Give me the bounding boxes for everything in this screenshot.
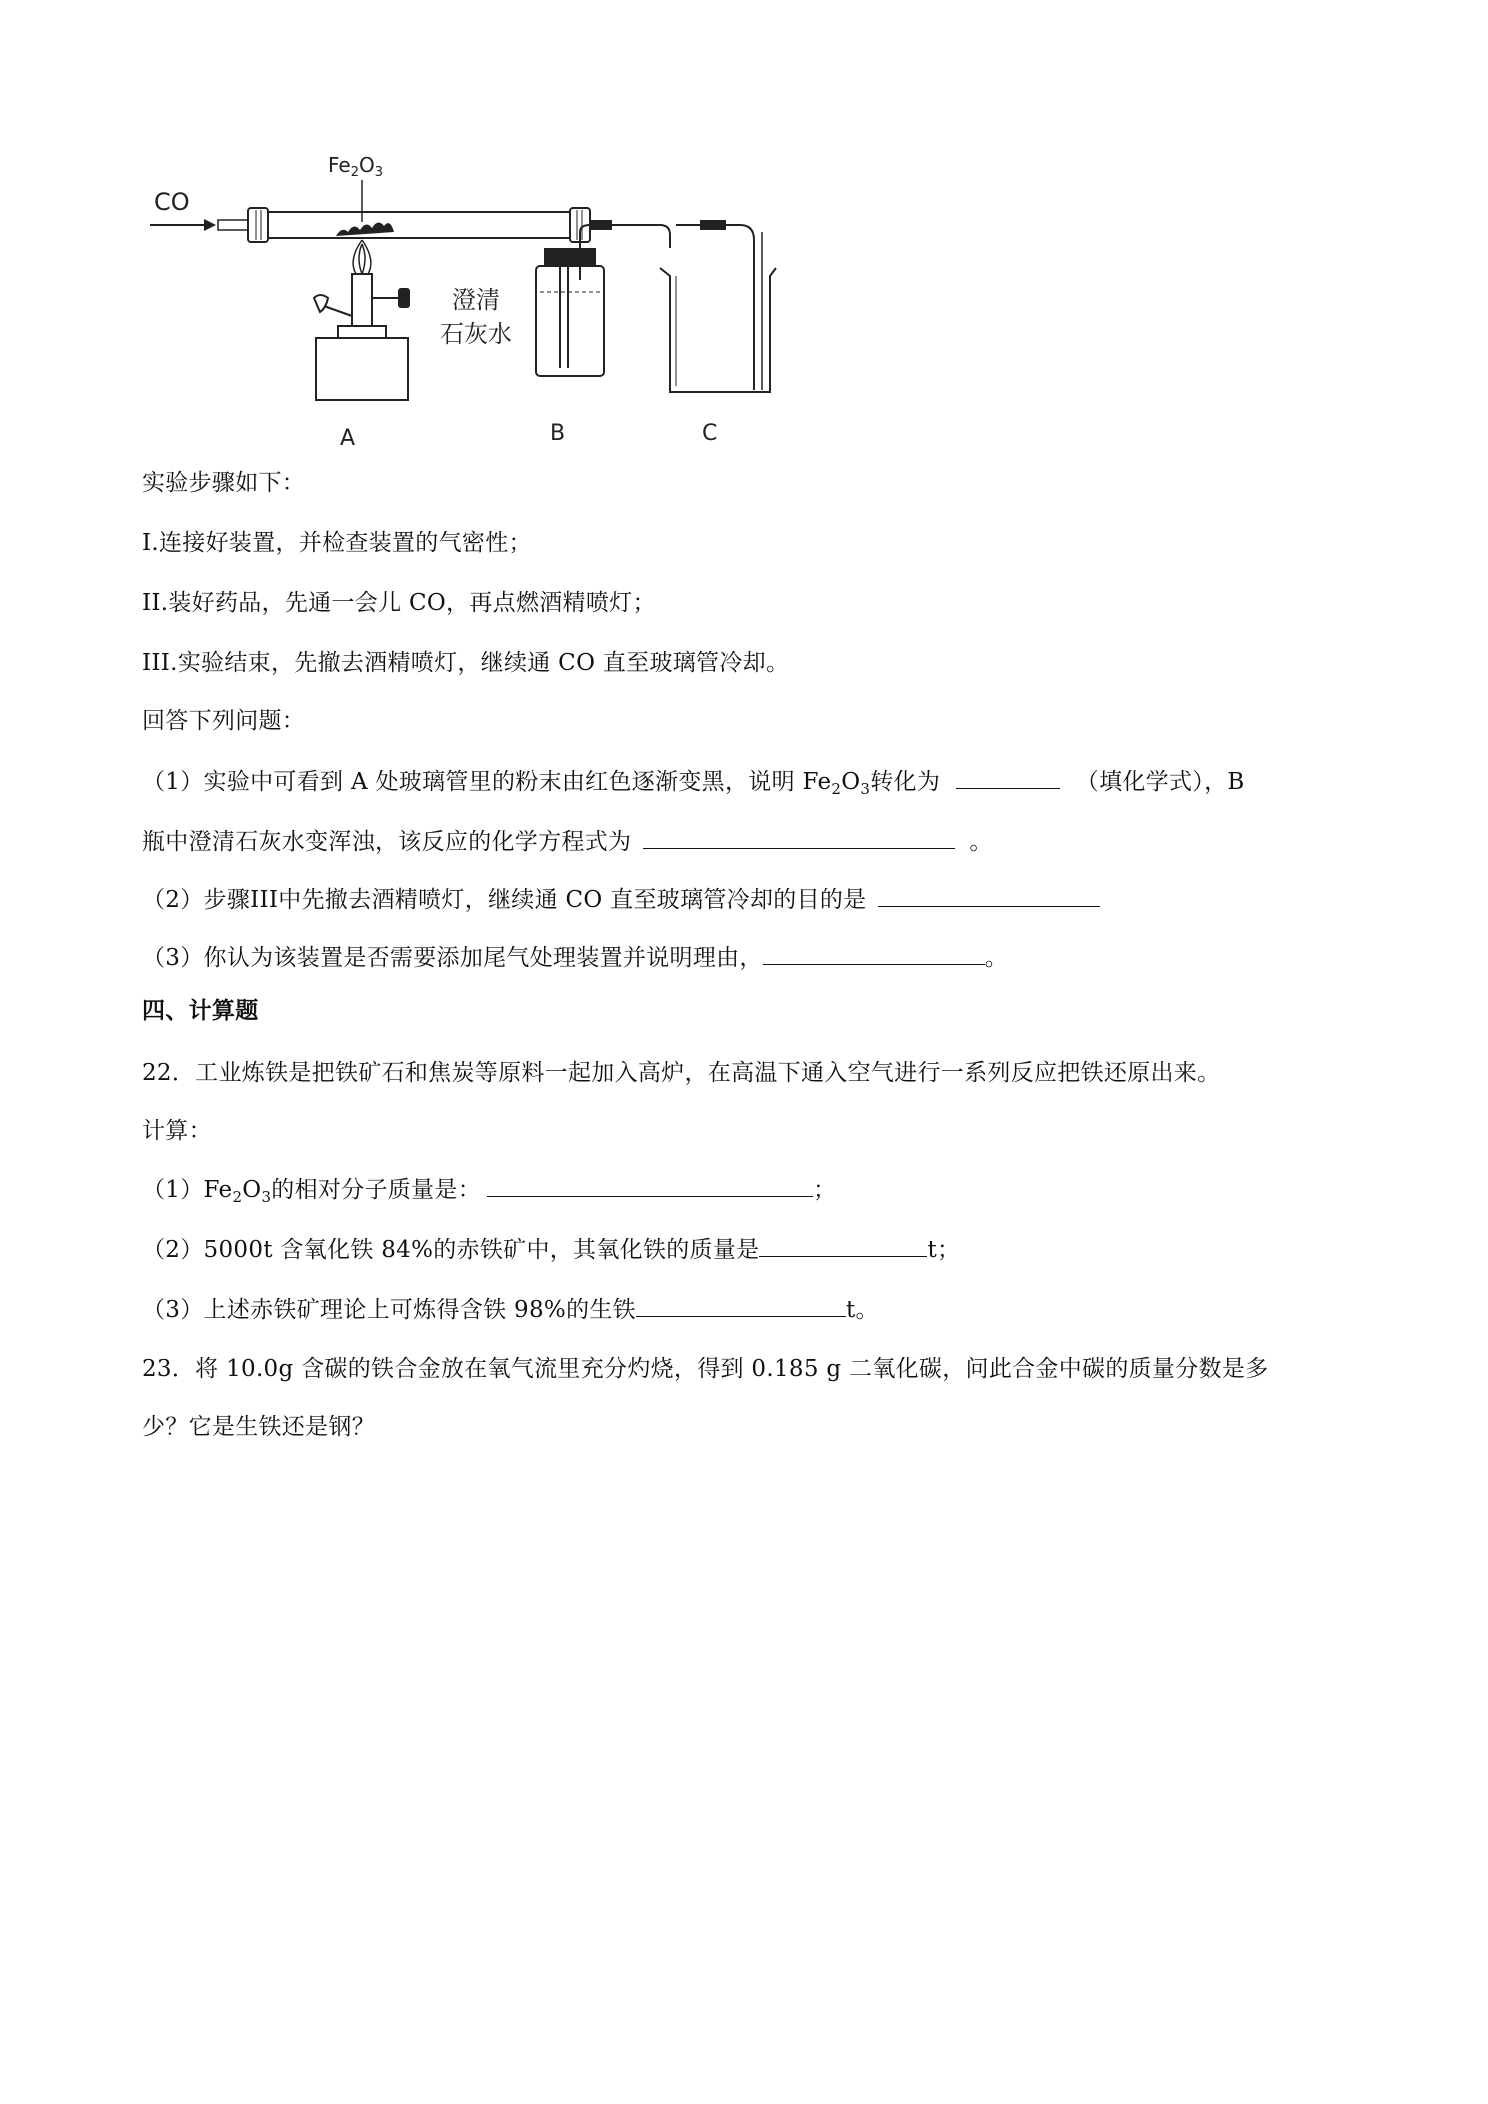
limewater-label-2: 石灰水: [440, 320, 512, 348]
flame: [353, 240, 371, 274]
question-1-line-2: 瓶中澄清石灰水变浑浊，该反应的化学方程式为 。: [142, 826, 993, 857]
answer-blank-molecular-mass[interactable]: [487, 1174, 813, 1197]
answer-blank-purpose[interactable]: [878, 884, 1100, 907]
step-3: III.实验结束，先撤去酒精喷灯，继续通 CO 直至玻璃管冷却。: [142, 650, 790, 676]
connector-bc: [726, 225, 754, 390]
question-23-line-2: 少？它是生铁还是钢？: [142, 1414, 375, 1440]
question-2: （2）步骤III中先撤去酒精喷灯，继续通 CO 直至玻璃管冷却的目的是: [142, 884, 1100, 915]
connector-ab: [612, 225, 670, 248]
glass-tube-a: [268, 212, 570, 238]
question-1-line-1: （1）实验中可看到 A 处玻璃管里的粉末由红色逐渐变黑，说明 $Fe_2O_3$转化为 （填化学式），B: [142, 766, 1245, 797]
burner-valve: [398, 288, 410, 308]
bottle-b: [536, 266, 604, 376]
question-22-line-2: 计算：: [142, 1118, 212, 1144]
step-2: II.装好药品，先通一会儿 CO，再点燃酒精喷灯；: [142, 590, 656, 616]
answer-blank-formula[interactable]: [956, 766, 1060, 789]
burner-stem: [352, 274, 372, 326]
fe2o3-label: $Fe_2O_3$: [328, 153, 384, 180]
question-22-2: （2）5000t 含氧化铁 84%的赤铁矿中，其氧化铁的质量是 t；: [142, 1234, 960, 1265]
bottle-b-stopper: [544, 248, 596, 266]
label-c: C: [702, 421, 718, 446]
question-22-3: （3）上述赤铁矿理论上可炼得含铁 98%的生铁 t。: [142, 1294, 879, 1325]
steps-intro: 实验步骤如下：: [142, 470, 306, 496]
question-22-1: $(1)Fe_2O_3$的相对分子质量是： ；: [142, 1174, 836, 1205]
co-label: CO: [154, 188, 190, 216]
apparatus-diagram: [140, 140, 780, 460]
limewater-label-1: 澄清: [452, 286, 500, 314]
question-3: （3）你认为该装置是否需要添加尾气处理装置并说明理由， 。: [142, 942, 1008, 973]
fe2o3-powder: [336, 222, 394, 236]
burner-base: [316, 338, 408, 400]
co-arrow-head: [204, 219, 216, 231]
step-1: I.连接好装置，并检查装置的气密性；: [142, 530, 532, 556]
answer-blank-pig-iron-mass[interactable]: [636, 1294, 846, 1317]
question-22-line-1: 22．工业炼铁是把铁矿石和焦炭等原料一起加入高炉，在高温下通入空气进行一系列反应把铁还原出来。: [142, 1060, 1221, 1086]
left-stopper: [248, 208, 268, 242]
section-4-heading: 四、计算题: [142, 998, 259, 1024]
label-b: B: [550, 421, 566, 446]
answer-blank-iron-oxide-mass[interactable]: [759, 1234, 927, 1257]
label-a: A: [340, 426, 356, 451]
answer-blank-equation[interactable]: [643, 826, 955, 849]
question-23-line-1: 23．将 10.0g 含碳的铁合金放在氧气流里充分灼烧，得到 0.185 g 二氧化碳，问此合金中碳的质量分数是多: [142, 1356, 1269, 1382]
beaker-c: [660, 268, 776, 392]
answer-intro: 回答下列问题：: [142, 708, 306, 734]
answer-blank-reason[interactable]: [763, 942, 985, 965]
